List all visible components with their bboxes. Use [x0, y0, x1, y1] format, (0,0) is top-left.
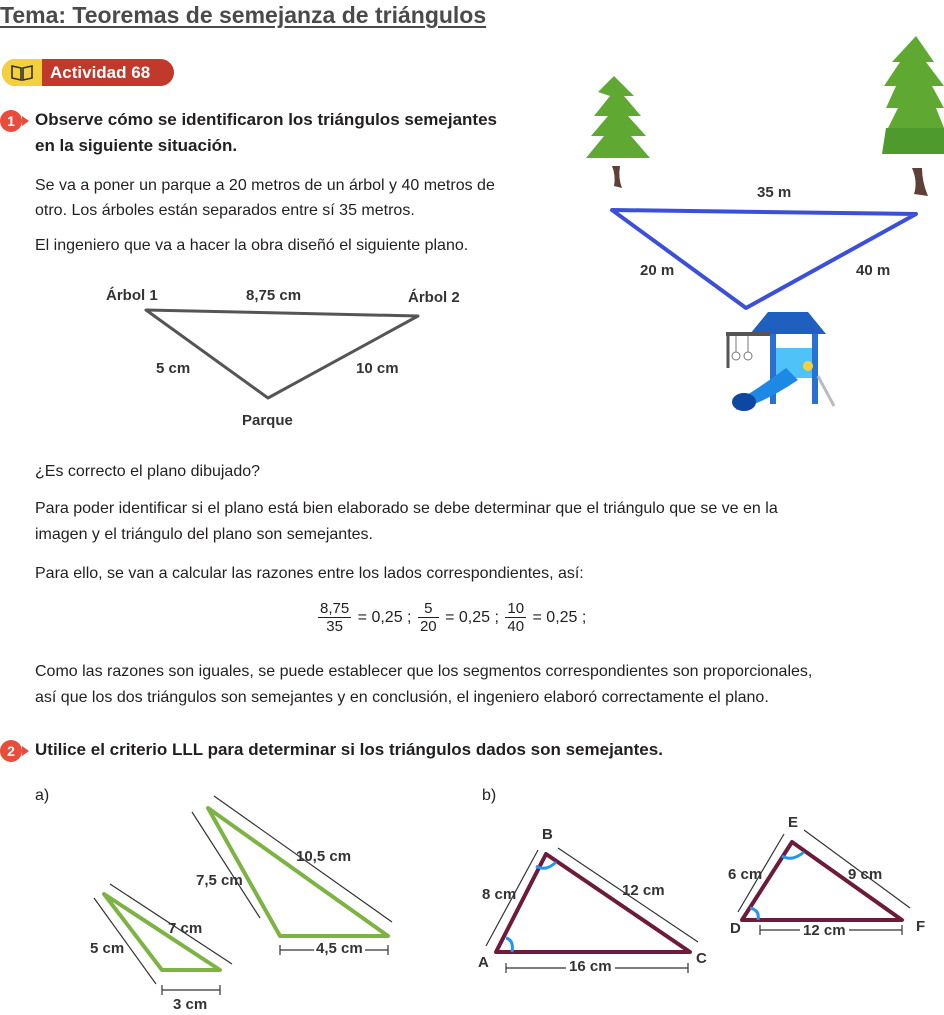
paragraph-1-line1: Se va a poner un parque a 20 metros de un árbol y 40 metros de: [35, 177, 495, 194]
plan-triangle: [140, 300, 430, 410]
side-ab-label: 8 cm: [482, 886, 517, 903]
tree-icon: [882, 36, 944, 196]
part-a-label: a): [35, 787, 50, 804]
paragraph-1-line2: otro. Los árboles están separados entre sí 35 metros.: [35, 202, 415, 219]
plan-label-left: 5 cm: [156, 360, 191, 377]
park-scene-illustration: [586, 36, 944, 416]
activity-badge: [2, 59, 174, 86]
vertex-C: C: [696, 950, 707, 967]
large-right-label: 10,5 cm: [296, 848, 352, 865]
small-bottom-label: 3 cm: [173, 996, 208, 1013]
playground-icon: [726, 312, 834, 411]
plan-label-parque: Parque: [242, 412, 293, 429]
page-title: Tema: Teoremas de semejanza de triángulos: [0, 2, 487, 28]
paragraph-5-line2: así que los dos triángulos son semejantes y en conclusión, el ingeniero elaboró correctamente el plano.: [35, 689, 769, 706]
side-df-label: 12 cm: [800, 922, 849, 939]
large-bottom-label: 4,5 cm: [316, 940, 363, 957]
side-ef-label: 9 cm: [848, 866, 883, 883]
book-icon: [2, 59, 42, 86]
part-b-triangles: [470, 820, 944, 990]
ratio-fraction: $\frac{8,75}{35}$: [320, 600, 350, 635]
scene-label-left: 20 m: [640, 262, 675, 279]
plan-label-arbol2: Árbol 2: [408, 289, 460, 306]
section2-heading: Utilice el criterio LLL para determinar si los triángulos dados son semejantes.: [35, 740, 663, 759]
plan-label-top: 8,75 cm: [246, 287, 302, 304]
paragraph-4: Para ello, se van a calcular las razones entre los lados correspondientes, así:: [35, 565, 584, 582]
section1-heading-line1: Observe cómo se identificaron los triángulos semejantes: [35, 110, 497, 129]
paragraph-3-line1: Para poder identificar si el plano está bien elaborado se debe determinar que el triángulo que se ve en la: [35, 500, 778, 517]
plan-label-right: 10 cm: [356, 360, 399, 377]
ratio-equation: $\frac{8,75}{35}$ = 0,25 ; $\frac{5}{20}$ = 0,25 ; $\frac{10}{40}$ = 0,25 ;: [320, 600, 587, 635]
small-right-label: 7 cm: [168, 920, 203, 937]
ratio-fraction: $\frac{5}{20}$: [419, 600, 437, 635]
section1-heading-line2: en la siguiente situación.: [35, 136, 238, 155]
vertex-D: D: [730, 920, 741, 937]
small-left-label: 5 cm: [90, 940, 125, 957]
part-b-label: b): [482, 787, 497, 804]
vertex-A: A: [478, 954, 489, 971]
vertex-B: B: [542, 826, 553, 843]
paragraph-3-line2: imagen y el triángulo del plano son semejantes.: [35, 526, 373, 543]
vertex-F: F: [916, 918, 926, 935]
step-number-1: 1: [0, 110, 22, 132]
step-number-2: 2: [0, 740, 22, 762]
ratio-fraction: $\frac{10}{40}$: [507, 600, 525, 635]
part-a-triangles: [80, 790, 400, 1010]
paragraph-2: El ingeniero que va a hacer la obra diseñó el siguiente plano.: [35, 237, 469, 254]
side-ac-label: 16 cm: [566, 958, 615, 975]
side-de-label: 6 cm: [728, 866, 763, 883]
paragraph-5-line1: Como las razones son iguales, se puede establecer que los segmentos correspondientes son proporcionales,: [35, 663, 813, 680]
activity-label: Actividad 68: [50, 63, 151, 82]
scene-label-right: 40 m: [856, 262, 891, 279]
vertex-E: E: [788, 814, 799, 831]
plan-label-arbol1: Árbol 1: [106, 287, 158, 304]
side-bc-label: 12 cm: [622, 882, 665, 899]
scene-label-top: 35 m: [757, 184, 792, 201]
large-left-label: 7,5 cm: [196, 872, 243, 889]
question: ¿Es correcto el plano dibujado?: [35, 463, 261, 480]
tree-icon: [586, 76, 650, 188]
